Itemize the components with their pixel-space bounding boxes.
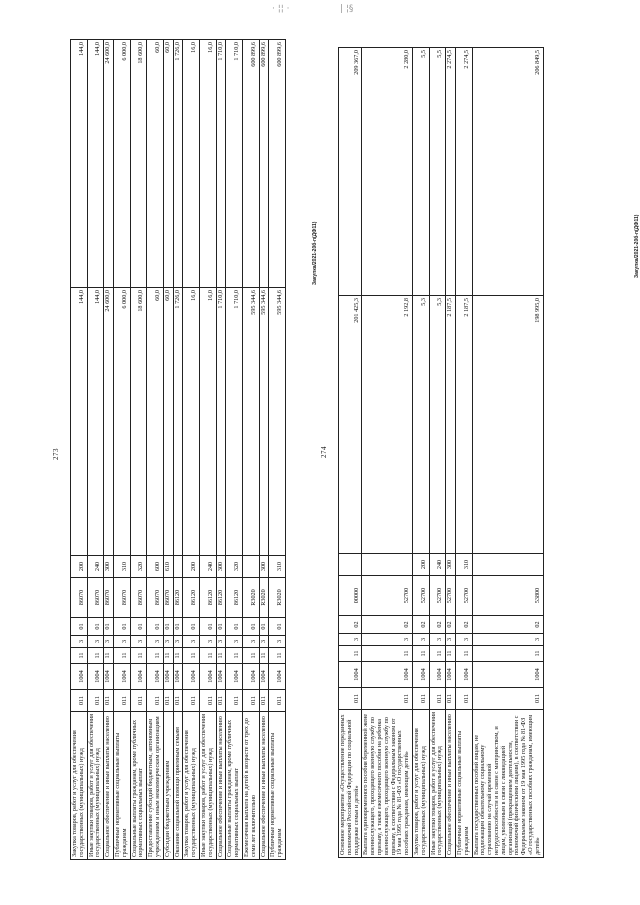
program-code: 11 bbox=[429, 646, 446, 662]
direction-code: 86070 bbox=[113, 578, 130, 618]
section-code: 1004 bbox=[259, 664, 269, 690]
program-code: 11 bbox=[446, 646, 456, 662]
row-name: Социальные выплаты гражданам, кроме публичных нормативных социальных выплат bbox=[226, 712, 243, 860]
ministry-code: 011 bbox=[113, 690, 130, 712]
ministry-code: 011 bbox=[339, 688, 362, 710]
amount-year-2: 600 899,6 bbox=[242, 40, 259, 288]
amount-year-2: 16,0 bbox=[199, 40, 216, 288]
amount-year-2: 206 849,5 bbox=[472, 48, 543, 296]
program-code: 11 bbox=[455, 646, 472, 662]
direction-code: 00000 bbox=[339, 576, 362, 616]
amount-year-1: 5,3 bbox=[412, 296, 429, 554]
main-event-code: 02 bbox=[362, 616, 413, 634]
amount-year-2: 24 600,0 bbox=[104, 40, 114, 288]
table-row bbox=[163, 40, 173, 860]
section-code: 1004 bbox=[104, 664, 114, 690]
left-page bbox=[52, 40, 318, 860]
main-event-code: 02 bbox=[339, 616, 362, 634]
right-page bbox=[320, 48, 640, 858]
amount-year-2: 2 280,0 bbox=[362, 48, 413, 296]
scan-mark-2: | ¦§ bbox=[340, 4, 354, 14]
ministry-code: 011 bbox=[216, 690, 226, 712]
ministry-code: 011 bbox=[472, 688, 543, 710]
row-name: Иные закупки товаров, работ и услуг для обеспечения государственных (муниципальных) нужд bbox=[199, 712, 216, 860]
expense-type-code: 310 bbox=[455, 554, 472, 576]
amount-year-1: 18 600,0 bbox=[130, 288, 147, 556]
ministry-code: 011 bbox=[259, 690, 269, 712]
main-event-code: 01 bbox=[173, 618, 183, 636]
section-code: 1004 bbox=[130, 664, 147, 690]
amount-year-1: 16,0 bbox=[199, 288, 216, 556]
subprogram-code: 3 bbox=[339, 634, 362, 646]
expense-type-code: 200 bbox=[183, 556, 200, 578]
subprogram-code: 3 bbox=[183, 636, 200, 648]
subprogram-code: 3 bbox=[259, 636, 269, 648]
expense-type-code: 240 bbox=[429, 554, 446, 576]
table-row bbox=[362, 48, 413, 858]
section-code: 1004 bbox=[173, 664, 183, 690]
program-code: 11 bbox=[339, 646, 362, 662]
table-row bbox=[226, 40, 243, 860]
main-event-code: 02 bbox=[472, 616, 543, 634]
direction-code: 52700 bbox=[429, 576, 446, 616]
ministry-code: 011 bbox=[104, 690, 114, 712]
amount-year-1: 595 344,6 bbox=[259, 288, 269, 556]
ministry-code: 011 bbox=[71, 690, 88, 712]
row-name: Социальное обеспечение и иные выплаты населению bbox=[446, 710, 456, 858]
table-row bbox=[173, 40, 183, 860]
expense-type-code: 300 bbox=[216, 556, 226, 578]
program-code: 11 bbox=[113, 648, 130, 664]
amount-year-1: 595 344,6 bbox=[269, 288, 286, 556]
ministry-code: 011 bbox=[455, 688, 472, 710]
section-code: 1004 bbox=[71, 664, 88, 690]
expense-type-code bbox=[242, 556, 259, 578]
budget-table bbox=[70, 39, 286, 860]
direction-code: 52700 bbox=[455, 576, 472, 616]
main-event-code: 01 bbox=[183, 618, 200, 636]
ministry-code: 011 bbox=[130, 690, 147, 712]
subprogram-code: 3 bbox=[113, 636, 130, 648]
amount-year-1: 6 000,0 bbox=[113, 288, 130, 556]
expense-type-code: 240 bbox=[87, 556, 104, 578]
expense-type-code: 320 bbox=[226, 556, 243, 578]
direction-code: 86120 bbox=[216, 578, 226, 618]
program-code: 11 bbox=[259, 648, 269, 664]
subprogram-code: 3 bbox=[446, 634, 456, 646]
direction-code: 52700 bbox=[446, 576, 456, 616]
row-name: Публичные нормативные социальные выплаты гражданам bbox=[269, 712, 286, 860]
main-event-code: 01 bbox=[87, 618, 104, 636]
scan-mark-1: · ¦¦ · bbox=[272, 4, 290, 14]
section-code: 1004 bbox=[269, 664, 286, 690]
page-footer: Закупка/2021-20б-п(ДФ11) bbox=[634, 214, 640, 278]
amount-year-1: 201 425,3 bbox=[339, 296, 362, 554]
program-code: 11 bbox=[362, 646, 413, 662]
ministry-code: 011 bbox=[173, 690, 183, 712]
main-event-code: 01 bbox=[242, 618, 259, 636]
direction-code: R3020 bbox=[269, 578, 286, 618]
section-code: 1004 bbox=[87, 664, 104, 690]
section-code: 1004 bbox=[147, 664, 164, 690]
subprogram-code: 3 bbox=[216, 636, 226, 648]
ministry-code: 011 bbox=[362, 688, 413, 710]
ministry-code: 011 bbox=[226, 690, 243, 712]
program-code: 11 bbox=[269, 648, 286, 664]
main-event-code: 02 bbox=[455, 616, 472, 634]
program-code: 11 bbox=[173, 648, 183, 664]
main-event-code: 01 bbox=[269, 618, 286, 636]
section-code: 1004 bbox=[163, 664, 173, 690]
subprogram-code: 3 bbox=[130, 636, 147, 648]
amount-year-2: 60,0 bbox=[147, 40, 164, 288]
main-event-code: 01 bbox=[259, 618, 269, 636]
section-code: 1004 bbox=[455, 662, 472, 688]
program-code: 11 bbox=[472, 646, 543, 662]
ministry-code: 011 bbox=[183, 690, 200, 712]
section-code: 1004 bbox=[113, 664, 130, 690]
subprogram-code: 3 bbox=[226, 636, 243, 648]
program-code: 11 bbox=[104, 648, 114, 664]
expense-type-code: 610 bbox=[163, 556, 173, 578]
page-footer: Закупка/2021-20б-п(ДФ11) bbox=[312, 221, 318, 285]
amount-year-1: 144,0 bbox=[71, 288, 88, 556]
amount-year-2: 6 000,0 bbox=[113, 40, 130, 288]
amount-year-1: 2 187,5 bbox=[455, 296, 472, 554]
section-code: 1004 bbox=[472, 662, 543, 688]
amount-year-1: 595 344,6 bbox=[242, 288, 259, 556]
subprogram-code: 3 bbox=[472, 634, 543, 646]
amount-year-2: 1 710,0 bbox=[226, 40, 243, 288]
amount-year-1: 24 600,0 bbox=[104, 288, 114, 556]
program-code: 11 bbox=[242, 648, 259, 664]
row-name: Основное мероприятие «Осуществление переданных полномочий Российской Федерации по социальной поддержке семьи и детей» bbox=[339, 710, 362, 858]
section-code: 1004 bbox=[362, 662, 413, 688]
direction-code: 86070 bbox=[87, 578, 104, 618]
expense-type-code: 240 bbox=[199, 556, 216, 578]
row-name: Социальное обеспечение и иные выплаты населению bbox=[104, 712, 114, 860]
main-event-code: 01 bbox=[163, 618, 173, 636]
row-name: Закупка товаров, работ и услуг для обеспечения государственных (муниципальных) нужд bbox=[183, 712, 200, 860]
table-row bbox=[87, 40, 104, 860]
expense-type-code: 200 bbox=[412, 554, 429, 576]
program-code: 11 bbox=[412, 646, 429, 662]
program-code: 11 bbox=[147, 648, 164, 664]
table-row bbox=[113, 40, 130, 860]
table-row bbox=[259, 40, 269, 860]
section-code: 1004 bbox=[339, 662, 362, 688]
table-row bbox=[472, 48, 543, 858]
section-code: 1004 bbox=[412, 662, 429, 688]
ministry-code: 011 bbox=[446, 688, 456, 710]
expense-type-code bbox=[472, 554, 543, 576]
row-name: Иные закупки товаров, работ и услуг для обеспечения государственных (муниципальных) нужд bbox=[429, 710, 446, 858]
row-name: Предоставление субсидий бюджетным, автономным учреждениям и иным некоммерческим организациям bbox=[147, 712, 164, 860]
table-row bbox=[269, 40, 286, 860]
main-event-code: 01 bbox=[199, 618, 216, 636]
direction-code: 86120 bbox=[183, 578, 200, 618]
table-row bbox=[429, 48, 446, 858]
direction-code: 86120 bbox=[226, 578, 243, 618]
amount-year-2: 16,0 bbox=[183, 40, 200, 288]
main-event-code: 02 bbox=[429, 616, 446, 634]
direction-code: 52700 bbox=[362, 576, 413, 616]
amount-year-1: 1 726,0 bbox=[173, 288, 183, 556]
amount-year-2: 144,0 bbox=[87, 40, 104, 288]
ministry-code: 011 bbox=[412, 688, 429, 710]
expense-type-code: 300 bbox=[104, 556, 114, 578]
subprogram-code: 3 bbox=[269, 636, 286, 648]
main-event-code: 01 bbox=[113, 618, 130, 636]
section-code: 1004 bbox=[429, 662, 446, 688]
main-event-code: 01 bbox=[216, 618, 226, 636]
amount-year-1: 1 710,0 bbox=[226, 288, 243, 556]
row-name: Социальное обеспечение и иные выплаты населению bbox=[216, 712, 226, 860]
expense-type-code bbox=[339, 554, 362, 576]
expense-type-code: 310 bbox=[269, 556, 286, 578]
amount-year-2: 600 899,6 bbox=[269, 40, 286, 288]
program-code: 11 bbox=[226, 648, 243, 664]
subprogram-code: 3 bbox=[412, 634, 429, 646]
table-row bbox=[216, 40, 226, 860]
program-code: 11 bbox=[87, 648, 104, 664]
subprogram-code: 3 bbox=[242, 636, 259, 648]
expense-type-code: 300 bbox=[446, 554, 456, 576]
section-code: 1004 bbox=[242, 664, 259, 690]
expense-type-code: 300 bbox=[259, 556, 269, 578]
program-code: 11 bbox=[71, 648, 88, 664]
amount-year-2: 2 274,5 bbox=[455, 48, 472, 296]
expense-type-code bbox=[362, 554, 413, 576]
subprogram-code: 3 bbox=[71, 636, 88, 648]
amount-year-1: 16,0 bbox=[183, 288, 200, 556]
row-name: Оказание социальной помощи приемным семьям bbox=[173, 712, 183, 860]
amount-year-2: 209 367,0 bbox=[339, 48, 362, 296]
amount-year-2: 1 710,0 bbox=[216, 40, 226, 288]
row-name: Иные закупки товаров, работ и услуг для обеспечения государственных (муниципальных) нужд bbox=[87, 712, 104, 860]
direction-code: 53800 bbox=[472, 576, 543, 616]
direction-code: R3020 bbox=[242, 578, 259, 618]
table-row bbox=[455, 48, 472, 858]
program-code: 11 bbox=[183, 648, 200, 664]
table-row bbox=[71, 40, 88, 860]
row-name: Публичные нормативные социальные выплаты гражданам bbox=[455, 710, 472, 858]
main-event-code: 01 bbox=[104, 618, 114, 636]
ministry-code: 011 bbox=[147, 690, 164, 712]
ministry-code: 011 bbox=[269, 690, 286, 712]
table-row bbox=[446, 48, 456, 858]
expense-type-code: 320 bbox=[130, 556, 147, 578]
ministry-code: 011 bbox=[199, 690, 216, 712]
amount-year-2: 5,5 bbox=[429, 48, 446, 296]
main-event-code: 01 bbox=[226, 618, 243, 636]
row-name: Выплата единовременного пособия беременной жене военнослужащего, проходящего военную службу по призыву, а также ежемесячного пособия на ребенка военнослужащего, проходящего военную службу по призыву, в соответствии с Федеральным законом от 19 мая 1995 года № 81-ФЗ «О государственных пособиях гражданам, имеющим детей» bbox=[362, 710, 413, 858]
amount-year-2: 1 726,0 bbox=[173, 40, 183, 288]
amount-year-1: 1 710,0 bbox=[216, 288, 226, 556]
program-code: 11 bbox=[130, 648, 147, 664]
row-name: Ежемесячная выплата на детей в возрасте от трех до семи лет включительно bbox=[242, 712, 259, 860]
direction-code: R3020 bbox=[259, 578, 269, 618]
subprogram-code: 3 bbox=[199, 636, 216, 648]
row-name: Субсидии бюджетным учреждениям bbox=[163, 712, 173, 860]
subprogram-code: 3 bbox=[362, 634, 413, 646]
table-row bbox=[242, 40, 259, 860]
expense-type-code: 200 bbox=[71, 556, 88, 578]
amount-year-1: 2 192,8 bbox=[362, 296, 413, 554]
row-name: Закупка товаров, работ и услуг для обеспечения государственных (муниципальных) нужд bbox=[412, 710, 429, 858]
direction-code: 86120 bbox=[173, 578, 183, 618]
subprogram-code: 3 bbox=[104, 636, 114, 648]
row-name: Публичные нормативные социальные выплаты гражданам bbox=[113, 712, 130, 860]
section-code: 1004 bbox=[226, 664, 243, 690]
table-row bbox=[130, 40, 147, 860]
budget-table bbox=[338, 47, 544, 858]
amount-year-2: 144,0 bbox=[71, 40, 88, 288]
table-row bbox=[412, 48, 429, 858]
section-code: 1004 bbox=[199, 664, 216, 690]
section-code: 1004 bbox=[216, 664, 226, 690]
amount-year-1: 198 995,0 bbox=[472, 296, 543, 554]
program-code: 11 bbox=[199, 648, 216, 664]
table-row bbox=[104, 40, 114, 860]
page-number: 273 bbox=[52, 448, 60, 460]
ministry-code: 011 bbox=[429, 688, 446, 710]
ministry-code: 011 bbox=[87, 690, 104, 712]
amount-year-2: 60,0 bbox=[163, 40, 173, 288]
direction-code: 86070 bbox=[104, 578, 114, 618]
expense-type-code: 600 bbox=[147, 556, 164, 578]
direction-code: 52700 bbox=[412, 576, 429, 616]
row-name: Закупка товаров, работ и услуг для обеспечения государственных (муниципальных) нужд bbox=[71, 712, 88, 860]
subprogram-code: 3 bbox=[87, 636, 104, 648]
direction-code: 86120 bbox=[199, 578, 216, 618]
table-row bbox=[199, 40, 216, 860]
direction-code: 86070 bbox=[147, 578, 164, 618]
subprogram-code: 3 bbox=[455, 634, 472, 646]
table-row bbox=[183, 40, 200, 860]
row-name: Социальное обеспечение и иные выплаты населению bbox=[259, 712, 269, 860]
row-name: Социальные выплаты гражданам, кроме публичных нормативных социальных выплат bbox=[130, 712, 147, 860]
program-code: 11 bbox=[163, 648, 173, 664]
subprogram-code: 3 bbox=[147, 636, 164, 648]
section-code: 1004 bbox=[446, 662, 456, 688]
main-event-code: 01 bbox=[130, 618, 147, 636]
amount-year-2: 600 899,6 bbox=[259, 40, 269, 288]
direction-code: 86070 bbox=[163, 578, 173, 618]
ministry-code: 011 bbox=[242, 690, 259, 712]
table-row bbox=[147, 40, 164, 860]
subprogram-code: 3 bbox=[429, 634, 446, 646]
main-event-code: 01 bbox=[71, 618, 88, 636]
program-code: 11 bbox=[216, 648, 226, 664]
subprogram-code: 3 bbox=[163, 636, 173, 648]
expense-type-code bbox=[173, 556, 183, 578]
direction-code: 86070 bbox=[130, 578, 147, 618]
amount-year-2: 18 600,0 bbox=[130, 40, 147, 288]
amount-year-1: 5,3 bbox=[429, 296, 446, 554]
table-row bbox=[339, 48, 362, 858]
ministry-code: 011 bbox=[163, 690, 173, 712]
main-event-code: 02 bbox=[412, 616, 429, 634]
amount-year-1: 2 187,5 bbox=[446, 296, 456, 554]
main-event-code: 01 bbox=[147, 618, 164, 636]
section-code: 1004 bbox=[183, 664, 200, 690]
expense-type-code: 310 bbox=[113, 556, 130, 578]
amount-year-2: 2 274,5 bbox=[446, 48, 456, 296]
amount-year-1: 60,0 bbox=[163, 288, 173, 556]
main-event-code: 02 bbox=[446, 616, 456, 634]
amount-year-1: 60,0 bbox=[147, 288, 164, 556]
direction-code: 86070 bbox=[71, 578, 88, 618]
page-number: 274 bbox=[320, 446, 328, 458]
row-name: Выплата государственных пособий лицам, не подлежащим обязательному социальному страхованию на случай временной нетрудоспособности и в связи с материнством, и лицам, уволенным в связи с ликвидацией организаций (прекращением деятельности, полномочий физическими лицами), в соответствии с Федеральным законом от 19 мая 1995 года № 81-ФЗ «О государственных пособиях гражданам, имеющим детей» bbox=[472, 710, 543, 858]
subprogram-code: 3 bbox=[173, 636, 183, 648]
amount-year-1: 144,0 bbox=[87, 288, 104, 556]
amount-year-2: 5,5 bbox=[412, 48, 429, 296]
